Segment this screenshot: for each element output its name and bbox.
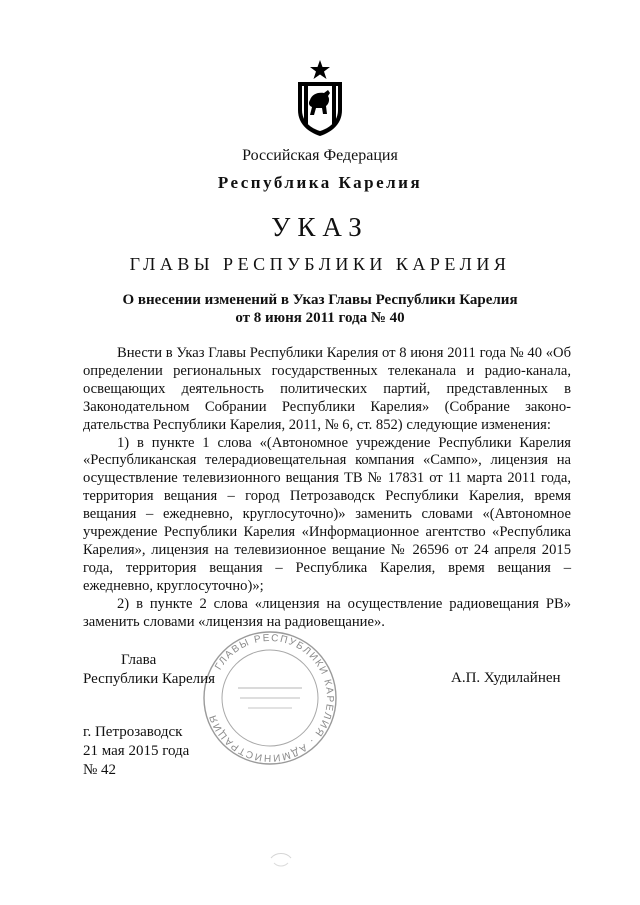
position-line-1: Глава [121, 652, 157, 668]
body-paragraph-2: 1) в пункте 1 слова «(Автономное учреждение Республики Карелия «Республиканская телерадиовещательная компания «Сампо», лицензия на осуществление телевизионного вещания ТВ № 17831 от 11 марта 2011 года, территория вещания – город Петрозаводск Республики Карелия, время вещания – ежедневно, круглосуточно)» заменить словами «(Автономное учреждение Республики Карелия «Информационное агентство «Республика Карелия», лицензия на телевизионное вещание № 26596 от 24 апреля 2015 года, территория вещания – Республика Карелия, время вещания – ежедневно, круглосуточно)»; [83, 434, 571, 594]
title-line-2: от 8 июня 2011 года № 40 [235, 310, 405, 326]
seal-text: ГЛАВЫ РЕСПУБЛИКИ КАРЕЛИЯ · АДМИНИСТРАЦИЯ [207, 632, 336, 764]
document-title [0, 291, 640, 327]
republic-name: Республика Карелия [217, 173, 423, 192]
signatory-name: А.П. Худилайнен [451, 670, 561, 686]
document-type: УКАЗ [271, 212, 369, 242]
signatory-position [83, 651, 215, 689]
date: 21 мая 2015 года [83, 743, 190, 759]
document-body [83, 345, 571, 632]
faint-mark-icon [268, 848, 294, 870]
body-paragraph-1: Внести в Указ Главы Республики Карелия от 8 июня 2011 года № 40 «Об определении региональных государственных телеканала и радио-канала, освещающих деятельность политических партий, представленных в Законодательном Собрании Республики Карелия» (Собрание законо-дательства Республики Карелия, 2011, № 6, ст. 852) следующие изменения: [83, 345, 571, 433]
official-seal-stamp [200, 628, 340, 768]
body-paragraph-3: 2) в пункте 2 слова «лицензия на осуществление радиовещания РВ» заменить словами «лицензия на радиовещание». [83, 595, 571, 630]
position-line-2: Республики Карелия [83, 671, 216, 687]
place-and-date [83, 723, 189, 780]
document-number: № 42 [83, 762, 117, 778]
karelia-coat-of-arms-icon [294, 58, 346, 138]
country-name: Российская Федерация [242, 147, 398, 164]
issuer: ГЛАВЫ РЕСПУБЛИКИ КАРЕЛИЯ [129, 254, 511, 274]
title-line-1: О внесении изменений в Указ Главы Республики Карелия [122, 292, 518, 308]
city: г. Петрозаводск [83, 724, 183, 740]
